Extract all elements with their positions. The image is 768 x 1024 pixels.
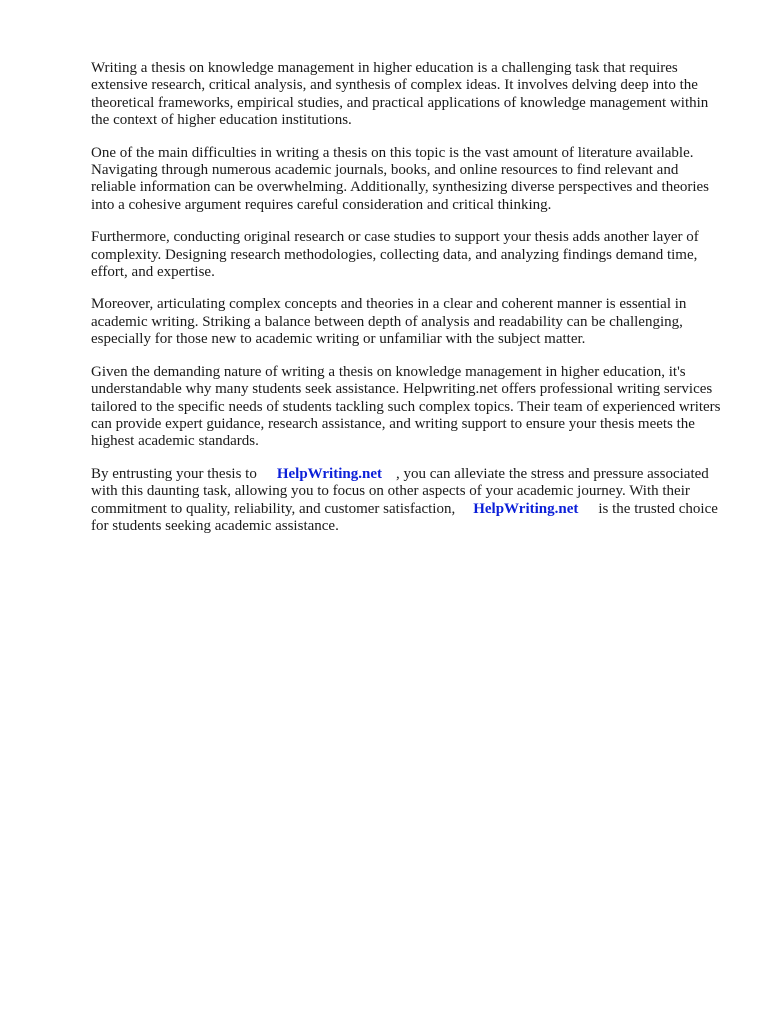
conclusion-text-2: , you can alleviate the stress and pressure associated with this daunting task, allowing you to focus on other aspects of your academic journey. With their commitment to quality, reliability, and customer satisfaction, — [91, 465, 709, 517]
paragraph-research: Furthermore, conducting original research or case studies to support your thesis adds another layer of complexity. Designing research methodologies, collecting data, and analyzing findings demand time, effort, and expertise. — [91, 229, 699, 281]
paragraph-articulation: Moreover, articulating complex concepts and theories in a clear and coherent manner is essential in academic writing. Striking a balance between depth of analysis and readability can be challenging, especially for those new to academic writing or unfamiliar with the subject matter. — [91, 296, 687, 348]
document-page — [91, 60, 727, 550]
conclusion-text-3: is the trusted choice for students seeking academic assistance. — [91, 500, 718, 534]
paragraph-conclusion — [91, 466, 727, 536]
paragraph-intro: Writing a thesis on knowledge management in higher education is a challenging task that requires extensive research, critical analysis, and synthesis of complex ideas. It involves delving deep into the theoretical frameworks, empirical studies, and practical applications of knowledge management within the context of higher education institutions. — [91, 60, 709, 129]
paragraph-assistance: Given the demanding nature of writing a thesis on knowledge management in higher education, it's understandable why many students seek assistance. Helpwriting.net offers professional writing services tailored to the specific needs of students tackling such complex topics. Their team of experienced writers can provide expert guidance, research assistance, and writing support to ensure your thesis meets the highest academic standards. — [91, 363, 721, 450]
conclusion-text-1: By entrusting your thesis to — [91, 465, 257, 482]
paragraph-difficulties: One of the main difficulties in writing a thesis on this topic is the vast amount of literature available. Navigating through numerous academic journals, books, and online resources to find relevant and reliable information can be overwhelming. Additionally, synthesizing diverse perspectives and theories into a cohesive argument requires careful consideration and critical thinking. — [91, 144, 710, 213]
helpwriting-link-1[interactable]: HelpWriting.net — [276, 465, 382, 482]
helpwriting-link-2[interactable]: HelpWriting.net — [473, 500, 579, 517]
